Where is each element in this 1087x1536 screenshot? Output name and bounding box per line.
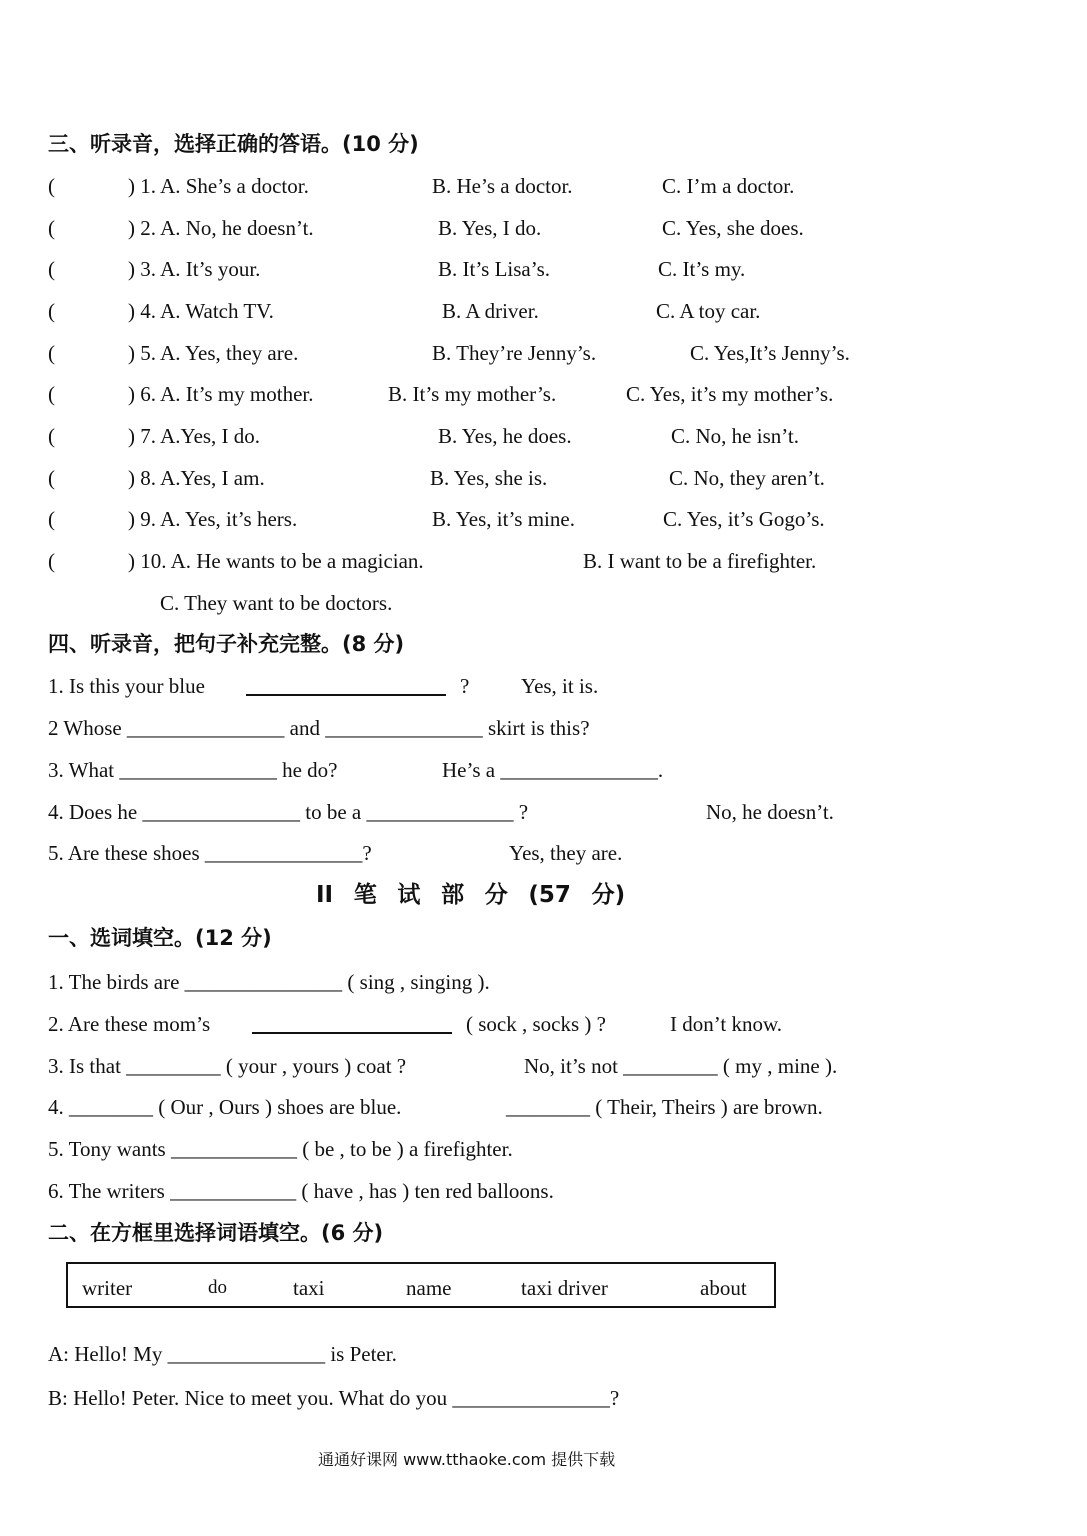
question-8-option-c: C. No, they aren’t. [669, 466, 825, 490]
question-8-option-b: B. Yes, she is. [430, 466, 548, 490]
dialog-line-b: B: Hello! Peter. Nice to meet you. What do you _______________? [48, 1386, 620, 1410]
word-box-item-about: about [700, 1276, 747, 1300]
section3-title: 三、听录音，选择正确的答语。(10 分) [48, 132, 419, 156]
section4-title: 四、听录音，把句子补充完整。(8 分) [48, 632, 405, 656]
s4-line5-question: 5. Are these shoes _______________? [48, 841, 372, 865]
s4-line4-answer: No, he doesn’t. [706, 800, 834, 824]
answer-paren-9[interactable]: ( [48, 507, 55, 531]
w1-line4-b: ________ ( Their, Theirs ) are brown. [506, 1095, 823, 1119]
question-4-option-a: ) 4. A. Watch TV. [128, 299, 274, 323]
question-9-option-b: B. Yes, it’s mine. [432, 507, 575, 531]
answer-paren-7[interactable]: ( [48, 424, 55, 448]
question-3-option-b: B. It’s Lisa’s. [438, 257, 551, 281]
w1-line2-text: 2. Are these mom’s [48, 1012, 211, 1036]
s4-line1-text: 1. Is this your blue [48, 674, 205, 698]
writing2-title: 二、在方框里选择词语填空。(6 分) [48, 1221, 384, 1245]
word-box-item-name: name [406, 1276, 452, 1300]
question-4-option-b: B. A driver. [442, 299, 539, 323]
word-box-item-writer: writer [82, 1276, 133, 1300]
question-3-option-c: C. It’s my. [658, 257, 746, 281]
answer-paren-6[interactable]: ( [48, 382, 55, 406]
s4-line1-blank[interactable] [246, 676, 446, 696]
question-8-option-a: ) 8. A.Yes, I am. [128, 466, 265, 490]
question-7-option-b: B. Yes, he does. [438, 424, 572, 448]
question-6-option-b: B. It’s my mother’s. [388, 382, 557, 406]
question-9-option-c: C. Yes, it’s Gogo’s. [663, 507, 825, 531]
word-box-item-do: do [208, 1277, 227, 1298]
question-2-option-c: C. Yes, she does. [662, 216, 804, 240]
w1-line4-a: 4. ________ ( Our , Ours ) shoes are blue. [48, 1095, 402, 1119]
s4-line2: 2 Whose _______________ and _______________ skirt is this? [48, 716, 590, 740]
dialog-line-a: A: Hello! My _______________ is Peter. [48, 1342, 397, 1366]
w1-line2-answer: I don’t know. [670, 1012, 782, 1036]
answer-paren-2[interactable]: ( [48, 216, 55, 240]
question-2-option-b: B. Yes, I do. [438, 216, 542, 240]
s4-line3-question: 3. What _______________ he do? [48, 758, 338, 782]
question-4-option-c: C. A toy car. [656, 299, 761, 323]
answer-paren-5[interactable]: ( [48, 341, 55, 365]
question-3-option-a: ) 3. A. It’s your. [128, 257, 261, 281]
part2-title: II 笔 试 部 分 (57 分) [316, 882, 626, 908]
question-6-option-a: ) 6. A. It’s my mother. [128, 382, 314, 406]
s4-line3-answer: He’s a _______________. [442, 758, 664, 782]
w1-line5: 5. Tony wants ____________ ( be , to be ) a firefighter. [48, 1137, 513, 1161]
question-7-option-a: ) 7. A.Yes, I do. [128, 424, 261, 448]
question-5-option-b: B. They’re Jenny’s. [432, 341, 597, 365]
question-1-option-c: C. I’m a doctor. [662, 174, 795, 198]
s4-line5-answer: Yes, they are. [509, 841, 623, 865]
s4-line4-question: 4. Does he _______________ to be a ______________ ? [48, 800, 529, 824]
w1-line2-options: ( sock , socks ) ? [466, 1012, 606, 1036]
answer-paren-1[interactable]: ( [48, 174, 55, 198]
w1-line3-answer: No, it’s not _________ ( my , mine ). [524, 1054, 838, 1078]
w1-line6: 6. The writers ____________ ( have , has ) ten red balloons. [48, 1179, 554, 1203]
question-5-option-c: C. Yes,It’s Jenny’s. [690, 341, 850, 365]
answer-paren-8[interactable]: ( [48, 466, 55, 490]
answer-paren-3[interactable]: ( [48, 257, 55, 281]
page-footer: 通通好课网 www.tthaoke.com 提供下载 [318, 1450, 616, 1469]
question-10-option-a: ) 10. A. He wants to be a magician. [128, 549, 424, 573]
question-5-option-a: ) 5. A. Yes, they are. [128, 341, 299, 365]
w1-line2-blank[interactable] [252, 1014, 452, 1034]
question-1-option-b: B. He’s a doctor. [432, 174, 573, 198]
question-1-option-a: ) 1. A. She’s a doctor. [128, 174, 309, 198]
question-7-option-c: C. No, he isn’t. [671, 424, 799, 448]
w1-line3-question: 3. Is that _________ ( your , yours ) coat ? [48, 1054, 407, 1078]
word-box-item-taxi: taxi [293, 1276, 325, 1300]
s4-line1-qmark: ? [460, 674, 470, 698]
writing1-title: 一、选词填空。(12 分) [48, 926, 272, 950]
question-9-option-a: ) 9. A. Yes, it’s hers. [128, 507, 298, 531]
answer-paren-10[interactable]: ( [48, 549, 55, 573]
word-box-item-taxi-driver: taxi driver [521, 1276, 608, 1300]
question-2-option-a: ) 2. A. No, he doesn’t. [128, 216, 314, 240]
question-10-option-b: B. I want to be a firefighter. [583, 549, 817, 573]
s4-line1-answer: Yes, it is. [521, 674, 599, 698]
question-10-option-c: C. They want to be doctors. [160, 591, 393, 615]
question-6-option-c: C. Yes, it’s my mother’s. [626, 382, 834, 406]
w1-line1: 1. The birds are _______________ ( sing , singing ). [48, 970, 490, 994]
answer-paren-4[interactable]: ( [48, 299, 55, 323]
